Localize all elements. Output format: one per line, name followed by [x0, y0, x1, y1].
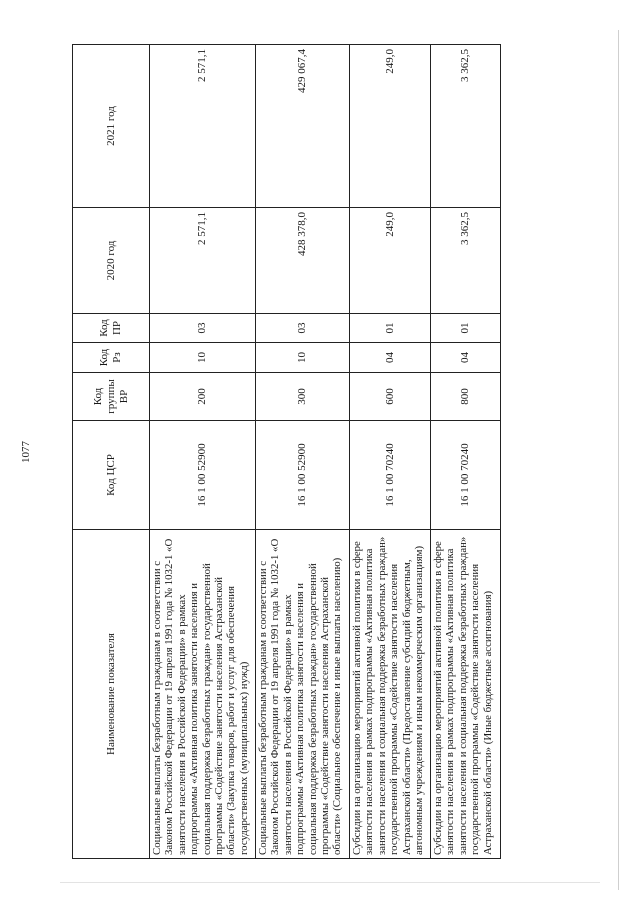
table-row	[350, 45, 431, 859]
row-pr: 01	[350, 314, 431, 343]
row-pr: 03	[256, 314, 350, 343]
row-2020: 2 571,1	[150, 208, 256, 314]
row-csr: 16 1 00 52900	[150, 421, 256, 530]
row-pr: 01	[431, 314, 501, 343]
table-header-row	[73, 45, 150, 859]
budget-table	[72, 44, 501, 859]
rotated-page-content	[72, 45, 500, 859]
header-pr: Код ПР	[73, 314, 150, 343]
row-name: Социальные выплаты безработным гражданам в соответствии с Законом Российской Федерации от 19 апреля 1991 года № 1032-1 «О занятости населения в Российской Федерации» в рамках подпрограммы «Активная политика занятости населения и социальная поддержка безработных граждан» государственной программы «Содействие занятости населения Астраханской области» (Социальное обеспечение и иные выплаты населению)	[256, 530, 350, 859]
row-csr: 16 1 00 70240	[350, 421, 431, 530]
header-name: Наименование показателя	[73, 530, 150, 859]
header-2020: 2020 год	[73, 208, 150, 314]
scan-bottom-line	[60, 882, 600, 883]
page-number: 1077	[20, 441, 32, 463]
row-2020: 3 362,5	[431, 208, 501, 314]
row-2020: 249,0	[350, 208, 431, 314]
row-2020: 428 378,0	[256, 208, 350, 314]
row-2021: 3 362,5	[431, 45, 501, 208]
row-2021: 249,0	[350, 45, 431, 208]
row-vr: 800	[431, 373, 501, 421]
table-row	[150, 45, 256, 859]
table-row	[431, 45, 501, 859]
row-2021: 2 571,1	[150, 45, 256, 208]
header-rz: Код Рз	[73, 343, 150, 373]
header-2021: 2021 год	[73, 45, 150, 208]
row-name: Субсидии на организацию мероприятий активной политики в сфере занятости населения в рамках подпрограммы «Активная политика занятости населения и социальная поддержка безработных граждан» государственной программы «Содействие занятости населения Астраханской области» (Предоставление субсидий бюджетным, автономным учреждениям и иным некоммерческим организациям)	[350, 530, 431, 859]
row-vr: 300	[256, 373, 350, 421]
row-name: Социальные выплаты безработным гражданам в соответствии с Законом Российской Федерации от 19 апреля 1991 года № 1032-1 «О занятости населения в Российской Федерации» в рамках подпрограммы «Активная политика занятости населения и социальная поддержка безработных граждан» государственной программы «Содействие занятости населения Астраханской области» (Закупка товаров, работ и услуг для обеспечения государственных (муниципальных) нужд)	[150, 530, 256, 859]
scan-edge-line	[618, 30, 619, 890]
budget-table-container	[72, 45, 500, 859]
row-rz: 04	[431, 343, 501, 373]
row-vr: 200	[150, 373, 256, 421]
table-row	[256, 45, 350, 859]
row-rz: 10	[256, 343, 350, 373]
row-rz: 04	[350, 343, 431, 373]
row-rz: 10	[150, 343, 256, 373]
header-csr: Код ЦСР	[73, 421, 150, 530]
header-vr: Код группы ВР	[73, 373, 150, 421]
row-vr: 600	[350, 373, 431, 421]
row-name: Субсидии на организацию мероприятий активной политики в сфере занятости населения в рамках подпрограммы «Активная политика занятости населения и социальная поддержка безработных граждан» государственной программы «Содействие занятости населения Астраханской области» (Иные бюджетные ассигнования)	[431, 530, 501, 859]
row-pr: 03	[150, 314, 256, 343]
row-2021: 429 067,4	[256, 45, 350, 208]
row-csr: 16 1 00 70240	[431, 421, 501, 530]
row-csr: 16 1 00 52900	[256, 421, 350, 530]
